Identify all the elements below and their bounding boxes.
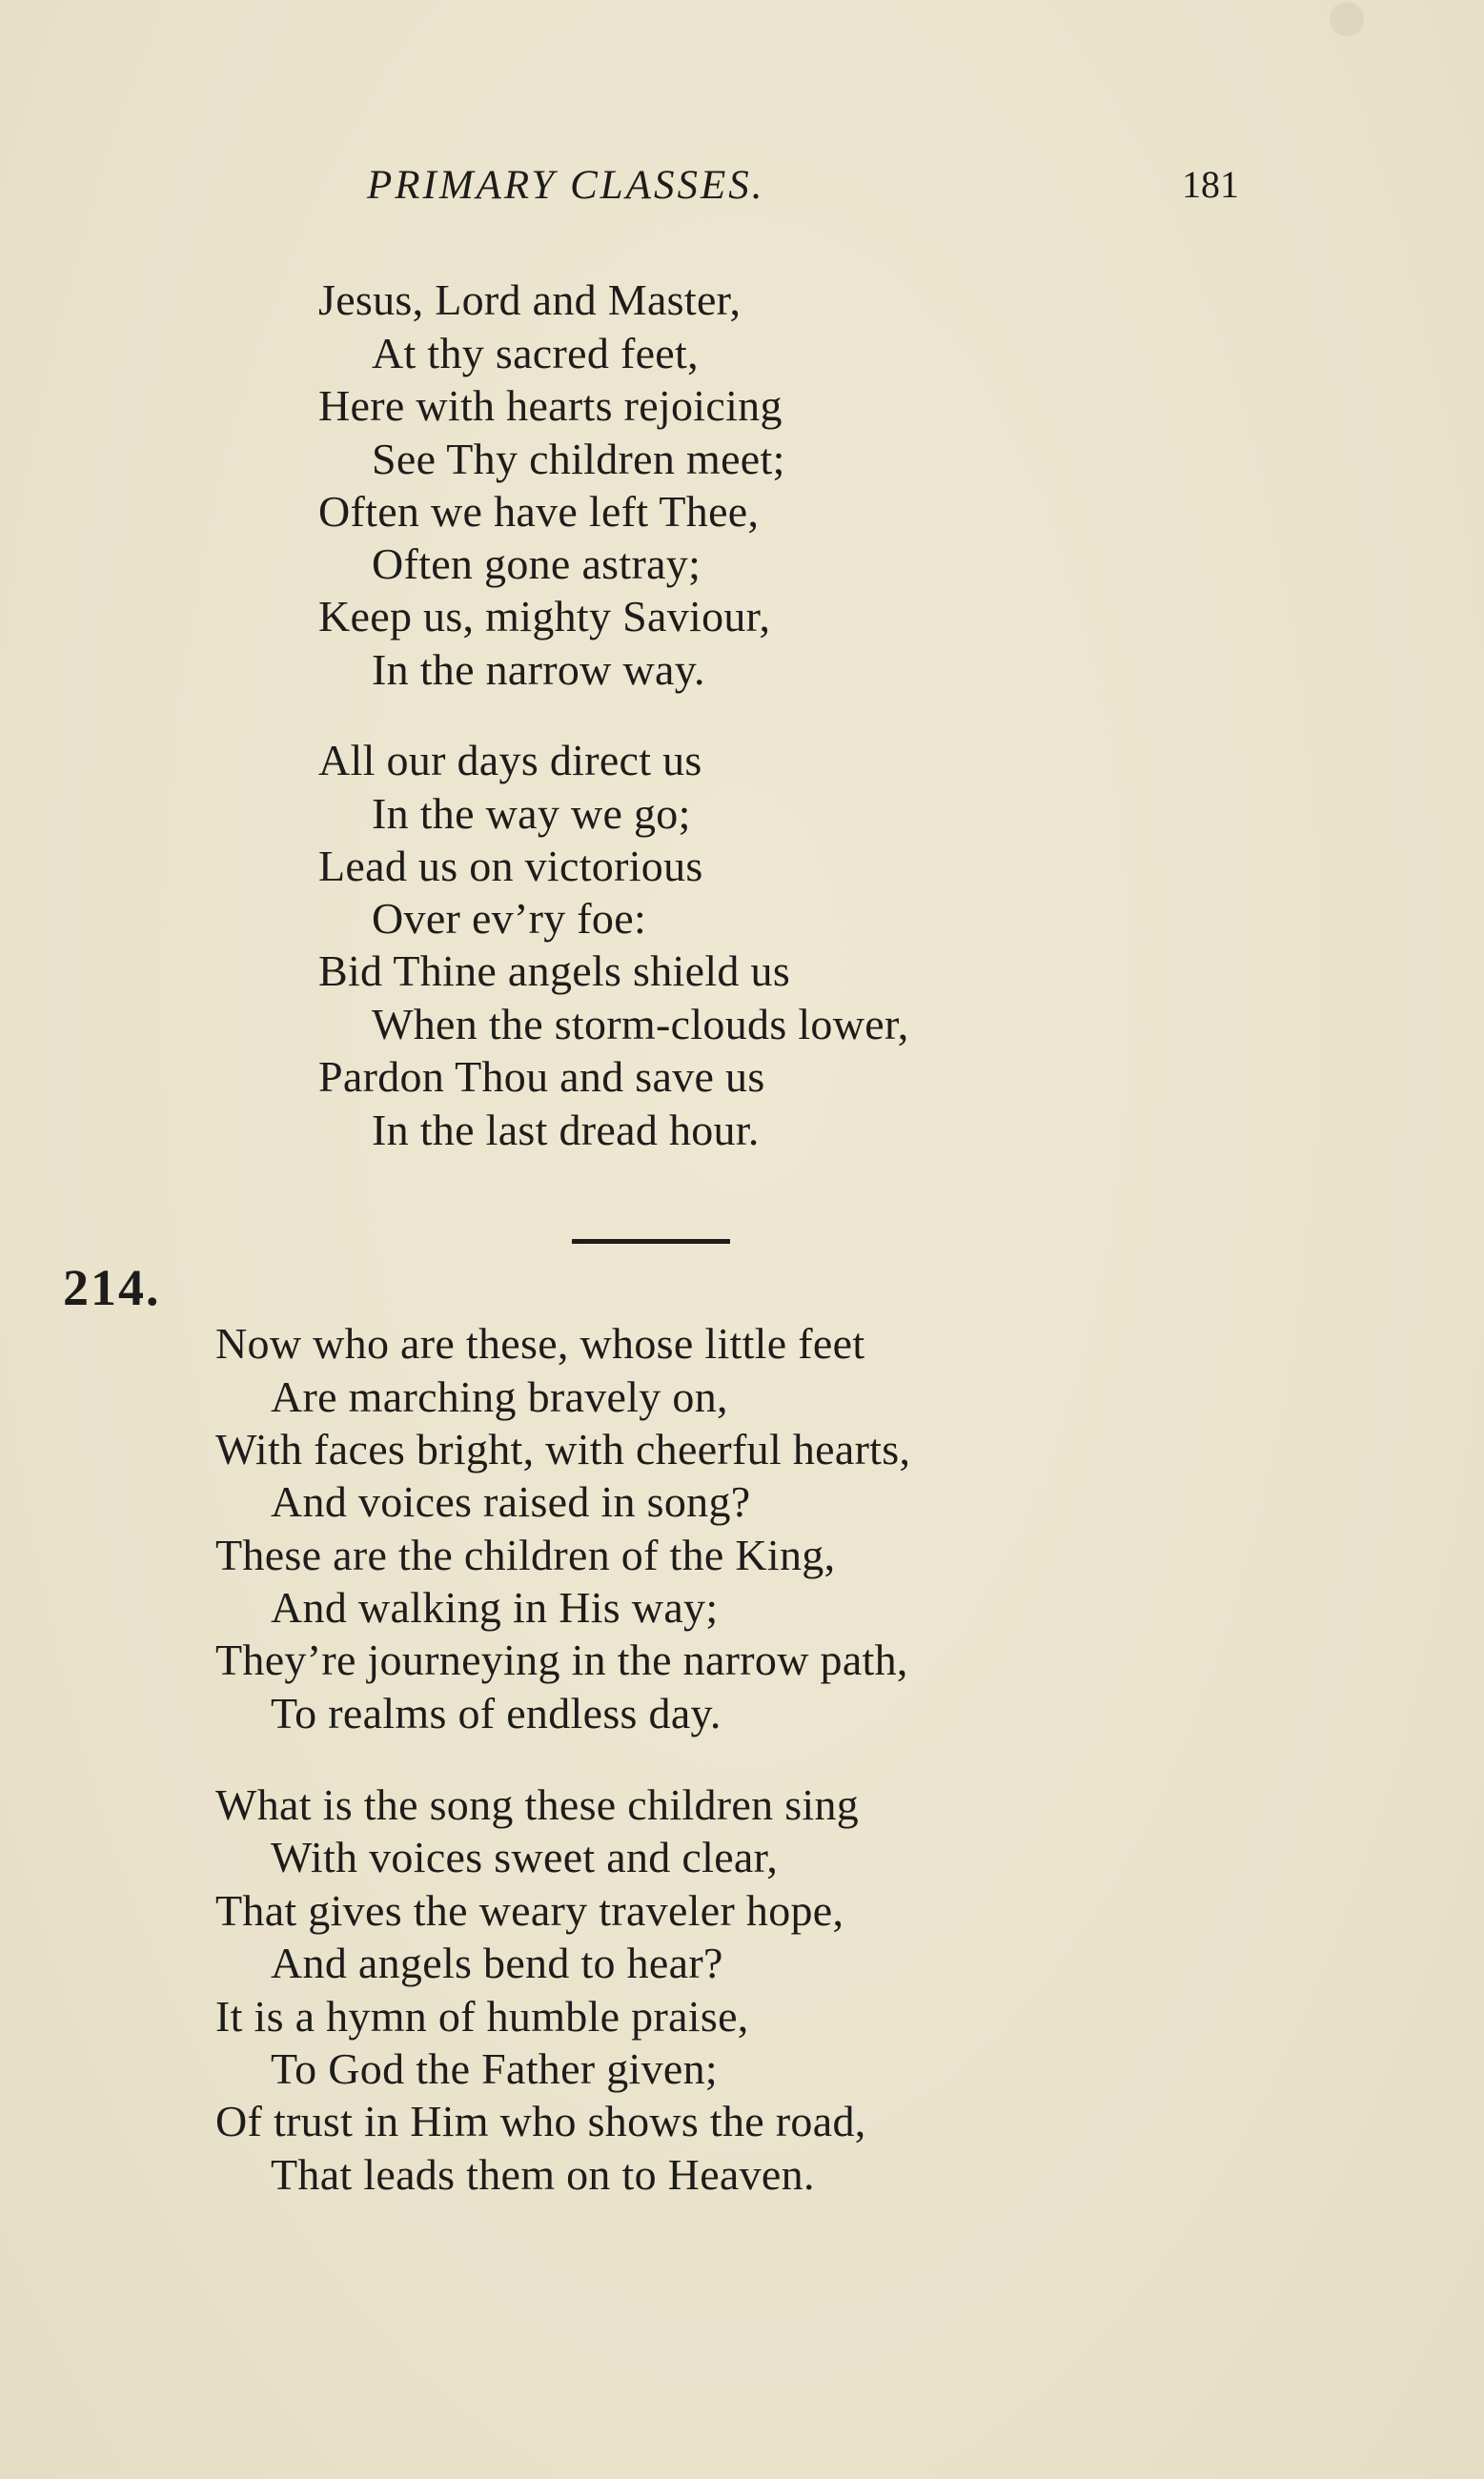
verse-line: Pardon Thou and save us: [318, 1052, 765, 1101]
running-head: PRIMARY CLASSES.: [367, 163, 765, 208]
verse-line: Here with hearts rejoicing: [318, 381, 783, 430]
verse-line: Over ev’ry foe:: [372, 894, 647, 943]
verse-line: To realms of endless day.: [271, 1689, 722, 1737]
verse-line: Now who are these, whose little feet: [215, 1319, 865, 1368]
verse-line: What is the song these children sing: [215, 1780, 860, 1829]
verse-line: Bid Thine angels shield us: [318, 946, 791, 995]
verse-line: Often we have left Thee,: [318, 487, 760, 536]
verse-line: That gives the weary traveler hope,: [215, 1886, 844, 1935]
verse-line: With voices sweet and clear,: [271, 1833, 779, 1881]
verse-line: At thy sacred feet,: [372, 329, 699, 377]
verse-line: Are marching bravely on,: [271, 1372, 728, 1421]
verse-line: In the way we go;: [372, 789, 691, 838]
verse-line: With faces bright, with cheerful hearts,: [215, 1425, 911, 1473]
verse-line: See Thy children meet;: [372, 435, 785, 483]
hymn-number: 214.: [63, 1259, 161, 1316]
verse-line: And voices raised in song?: [271, 1477, 751, 1526]
page-number: 181: [1182, 163, 1239, 206]
verse-line: In the narrow way.: [372, 645, 705, 694]
verse-line: When the storm-clouds lower,: [372, 1000, 909, 1048]
verse-line: Jesus, Lord and Master,: [318, 275, 742, 324]
verse-line: Keep us, mighty Saviour,: [318, 592, 771, 640]
verse-line: And walking in His way;: [271, 1583, 719, 1632]
section-divider: [572, 1239, 730, 1244]
verse-line: That leads them on to Heaven.: [271, 2150, 815, 2199]
verse-line: To God the Father given;: [271, 2044, 718, 2093]
verse-line: In the last dread hour.: [372, 1106, 760, 1154]
verse-line: They’re journeying in the narrow path,: [215, 1636, 908, 1684]
verse-line: Of trust in Him who shows the road,: [215, 2097, 866, 2145]
verse-line: All our days direct us: [318, 736, 702, 784]
verse-line: And angels bend to hear?: [271, 1939, 723, 1987]
verse-line: Often gone astray;: [372, 539, 701, 588]
verse-line: Lead us on victorious: [318, 842, 703, 890]
verse-line: It is a hymn of humble praise,: [215, 1992, 749, 2041]
verse-line: These are the children of the King,: [215, 1531, 836, 1579]
paper-stain: [1330, 2, 1364, 36]
